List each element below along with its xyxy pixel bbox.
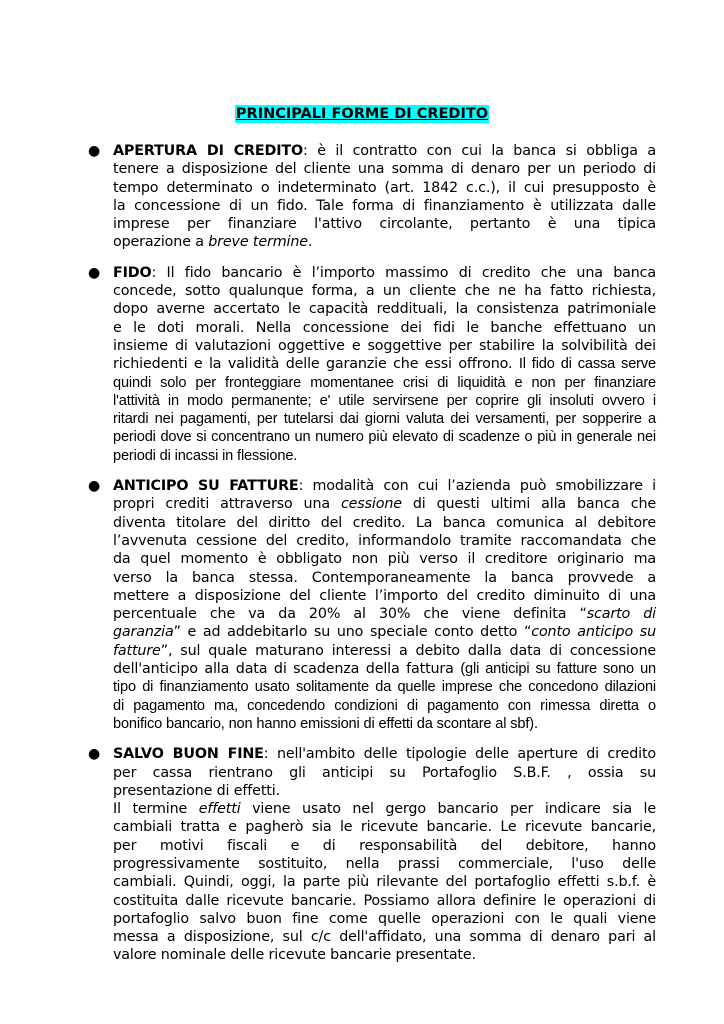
text-run: di pagamento ma, concedendo condizioni di pagamento con rimessa diretta o	[113, 697, 656, 714]
section-salvo-buon-fine	[88, 745, 656, 965]
text-line	[113, 550, 656, 568]
italic-term: effetti	[198, 801, 241, 818]
text-line	[113, 605, 656, 623]
text-run: e le doti morali. Nella concessione dei fidi le banche effettuano un	[113, 319, 656, 336]
text-run: .	[307, 234, 313, 251]
text-line	[113, 928, 656, 946]
text-run: : è il contratto con cui la banca si obbliga a	[303, 143, 656, 159]
text-run: periodi di incassi in flessione.	[113, 447, 298, 464]
text-line	[113, 892, 656, 910]
text-line	[113, 374, 656, 392]
section-fido	[88, 264, 656, 465]
italic-term: cessione	[340, 496, 402, 513]
text-run: di questi ultimi alla banca che	[401, 496, 656, 513]
text-run: quindi solo per fronteggiare momentanee crisi di liquidità e non per finanziare	[113, 374, 656, 391]
text-run: ” e ad addebitarlo su uno speciale conto detto “	[173, 624, 532, 641]
text-run: valore nominale delle ricevute bancarie presentate.	[113, 947, 476, 964]
text-run: periodi dove si concentrano un numero più elevato di scadenze o più in generale nei	[113, 429, 656, 446]
text-run: viene usato nel gergo bancario per indicare sia le	[240, 801, 656, 818]
text-run: : nell'ambito delle tipologie delle aperture di credito	[263, 746, 656, 763]
text-run: bonifico bancario, non hanno emissioni di effetti da scontare al sbf).	[113, 715, 538, 732]
text-run: da quel momento è obbligato non più verso il creditore originario ma	[113, 551, 656, 568]
text-run: tempo determinato o indeterminato (art. 1842 c.c.), il cui presupposto è	[113, 179, 656, 196]
text-run: cambiali. Quindi, oggi, la parte più rilevante del portafoglio effetti s.b.f. è	[113, 874, 656, 891]
section-heading: SALVO BUON FINE	[113, 746, 264, 763]
text-line	[113, 660, 656, 678]
text-line	[113, 745, 656, 763]
bullet-icon: ●	[88, 264, 101, 281]
text-line	[113, 514, 656, 532]
text-run: la concessione di un fido. Tale forma di finanziamento è utilizzata dalle	[113, 197, 656, 214]
italic-term: breve termine	[208, 234, 308, 251]
text-line	[113, 282, 656, 300]
text-run: l'attività in modo permanente; e' utile servirsene per coprire gli insoluti ovvero i	[113, 392, 656, 409]
italic-term: scarto di	[586, 606, 656, 623]
section-heading: APERTURA DI CREDITO	[113, 143, 304, 159]
document-title	[0, 0, 724, 123]
text-run: tenere a disposizione del cliente una somma di denaro per un periodo di	[113, 161, 656, 178]
text-line	[113, 410, 656, 428]
text-run: verso la banca stessa. Contemporaneamente la banca provvede a	[113, 569, 656, 586]
text-run: diventa titolare del diritto del credito. La banca comunica al debitore	[113, 514, 656, 531]
text-run: propri crediti attraverso una	[113, 496, 341, 513]
text-line	[113, 715, 656, 733]
document-body	[88, 123, 657, 965]
italic-term: conto anticipo su	[531, 624, 656, 641]
text-run: dell'anticipo alla data di scadenza della fattura	[113, 661, 461, 678]
italic-term: garanzia	[113, 624, 174, 641]
text-line	[113, 337, 656, 355]
title-text: PRINCIPALI FORME DI CREDITO	[235, 106, 489, 122]
text-run: costituita dalle ricevute bancarie. Possiamo allora definire le operazioni di	[113, 892, 656, 909]
text-line	[113, 142, 656, 160]
text-line	[113, 946, 656, 964]
text-run: ritardi nei pagamenti, per tutelarsi dai giorni valuta dei versamenti, per sopperire a	[113, 411, 656, 428]
text-line	[113, 910, 656, 928]
text-line	[113, 782, 656, 800]
text-run: concede, sotto qualunque forma, a un cliente che ne ha fatto richiesta,	[113, 283, 656, 300]
text-run: richiedenti e la validità delle garanzie che essi offrono.	[113, 356, 519, 373]
text-line	[113, 392, 656, 410]
text-run: per cassa rientrano gli anticipi su Portafoglio S.B.F. , ossia su	[113, 764, 656, 781]
text-line	[113, 495, 656, 513]
text-line	[113, 623, 656, 641]
italic-term: fatture	[113, 642, 161, 659]
text-run: : Il fido bancario è l’importo massimo di credito che una banca	[151, 264, 656, 281]
text-line	[113, 355, 656, 373]
text-run: ”, sul quale maturano interessi a debito dalla data di concessione	[160, 642, 656, 659]
text-run: imprese per finanziare l'attivo circolante, pertanto è una tipica	[113, 216, 656, 233]
text-line	[113, 855, 656, 873]
text-line	[113, 264, 656, 282]
text-line	[113, 179, 656, 197]
text-run: presentazione di effetti.	[113, 782, 280, 799]
section-anticipo-su-fatture	[88, 477, 657, 733]
text-run: dopo averne accertato le capacità reddituali, la consistenza patrimoniale	[113, 301, 656, 318]
text-run: : modalità con cui l’azienda può smobilizzare i	[298, 478, 657, 495]
text-line	[113, 215, 656, 233]
text-run: progressivamente sostituito, nella prassi commerciale, l'uso delle	[113, 855, 656, 872]
text-line	[113, 569, 656, 587]
text-run: per motivi fiscali e di responsabilità del debitore, hanno	[113, 837, 656, 854]
text-run: Il termine	[113, 801, 199, 818]
text-line	[113, 678, 656, 696]
text-line	[113, 197, 656, 215]
text-line	[113, 447, 656, 465]
text-run: l’avvenuta cessione del credito, informandolo tramite raccomandata che	[113, 532, 656, 549]
text-run: percentuale che va da 20% al 30% che viene definita “	[113, 606, 587, 623]
text-run: messa a disposizione, sul c/c dell'affidato, una somma di denaro pari al	[113, 929, 656, 946]
text-line	[113, 477, 656, 495]
text-line	[113, 697, 656, 715]
text-run: Il fido di cassa serve	[518, 356, 656, 373]
text-run: insieme di valutazioni oggettive e soggettive per stabilire la solvibilità dei	[113, 337, 656, 354]
text-run: (gli anticipi su fatture sono un	[460, 661, 656, 678]
text-line	[113, 800, 656, 818]
text-line	[113, 532, 656, 550]
text-line	[113, 428, 656, 446]
text-line	[113, 873, 656, 891]
text-line	[113, 160, 656, 178]
section-apertura-di-credito	[88, 142, 656, 252]
text-run: mettere a disposizione del cliente l’importo del credito diminuito di una	[113, 587, 656, 604]
text-run: portafoglio salvo buon fine come quelle operazioni con le quali viene	[113, 910, 656, 927]
bullet-icon: ●	[88, 746, 101, 763]
text-line	[113, 818, 656, 836]
text-line	[113, 764, 656, 782]
text-run: operazione a	[113, 234, 209, 251]
text-run: tipo di finanziamento usato solitamente da quelle imprese che concedono dilazioni	[113, 679, 656, 696]
text-line	[113, 587, 656, 605]
text-line	[113, 233, 656, 251]
section-heading: FIDO	[113, 264, 152, 281]
section-heading: ANTICIPO SU FATTURE	[113, 478, 299, 495]
text-line	[113, 319, 656, 337]
text-line	[113, 837, 656, 855]
text-run: cambiali tratta e pagherò sia le ricevute bancarie. Le ricevute bancarie,	[113, 819, 656, 836]
bullet-icon: ●	[88, 478, 101, 495]
text-line	[113, 300, 656, 318]
text-line	[113, 642, 656, 660]
bullet-icon: ●	[88, 143, 101, 159]
